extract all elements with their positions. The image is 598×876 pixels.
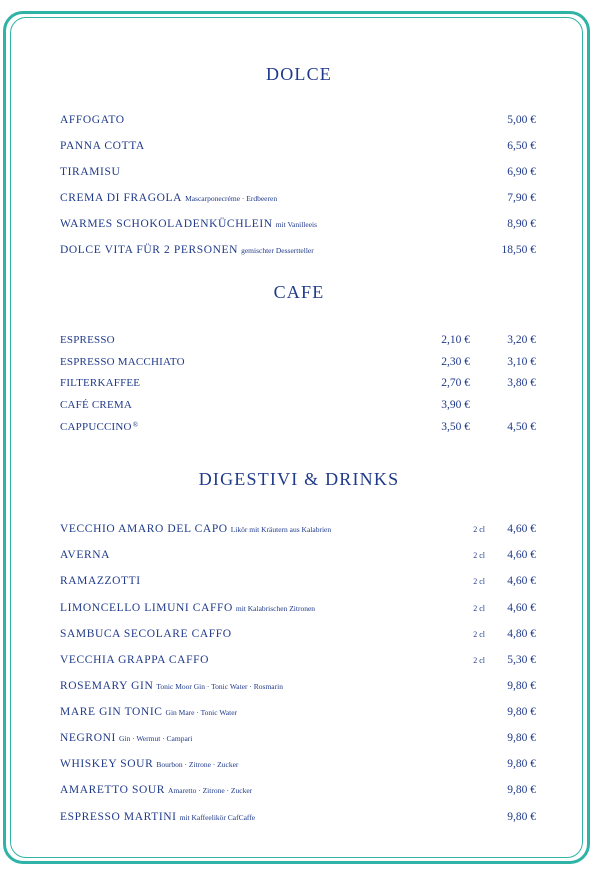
item-name: VECCHIA GRAPPA CAFFO	[60, 654, 209, 666]
item-unit: 2 cl	[473, 525, 485, 534]
menu-item	[60, 549, 538, 565]
menu-item	[60, 140, 538, 156]
menu-item	[60, 680, 538, 696]
menu-item	[60, 758, 538, 774]
menu-item	[60, 166, 538, 182]
item-price-double: 3,20 €	[507, 334, 536, 346]
item-name: RAMAZZOTTI	[60, 575, 141, 587]
menu-item	[60, 399, 538, 415]
item-name: WARMES SCHOKOLADENKÜCHLEIN mit Vanilleeis	[60, 218, 318, 230]
item-price-single: 3,50 €	[441, 421, 470, 433]
item-price-single: 2,10 €	[441, 334, 470, 346]
item-price: 5,30 €	[507, 654, 536, 666]
item-name: WHISKEY SOUR Bourbon · Zitrone · Zucker	[60, 758, 239, 770]
item-price-single: 2,30 €	[441, 356, 470, 368]
menu-item	[60, 334, 538, 350]
item-price: 4,60 €	[507, 549, 536, 561]
item-description: Tonic Moor Gin · Tonic Water · Rosmarin	[156, 682, 283, 691]
item-price: 4,80 €	[507, 628, 536, 640]
item-name: SAMBUCA SECOLARE CAFFO	[60, 628, 232, 640]
item-price: 18,50 €	[501, 244, 536, 256]
item-unit: 2 cl	[473, 551, 485, 560]
item-price: 9,80 €	[507, 758, 536, 770]
item-name: DOLCE VITA FÜR 2 PERSONEN gemischter Dessertteller	[60, 244, 314, 256]
menu-item	[60, 244, 538, 260]
item-name: FILTERKAFFEE	[60, 377, 141, 389]
menu-item	[60, 732, 538, 748]
item-description: mit Kaffeelikör CafCaffe	[179, 813, 256, 822]
menu-item	[60, 784, 538, 800]
item-price: 9,80 €	[507, 732, 536, 744]
item-description: Amaretto · Zitrone · Zucker	[168, 786, 253, 795]
menu-item	[60, 356, 538, 372]
menu-item	[60, 706, 538, 722]
item-price: 4,60 €	[507, 575, 536, 587]
menu-item	[60, 421, 538, 437]
item-price-double: 4,50 €	[507, 421, 536, 433]
item-description: mit Kalabrischen Zitronen	[235, 604, 316, 613]
item-name: ROSEMARY GIN Tonic Moor Gin · Tonic Water · Rosmarin	[60, 680, 283, 692]
item-unit: 2 cl	[473, 577, 485, 586]
item-name: ESPRESSO	[60, 334, 115, 346]
menu-item	[60, 628, 538, 644]
item-name: MARE GIN TONIC Gin Mare · Tonic Water	[60, 706, 238, 718]
item-price-double: 3,80 €	[507, 377, 536, 389]
item-name: ESPRESSO MACCHIATO	[60, 356, 185, 368]
menu-item	[60, 654, 538, 670]
item-name: AVERNA	[60, 549, 111, 561]
item-price: 9,80 €	[507, 706, 536, 718]
item-price: 9,80 €	[507, 680, 536, 692]
menu-item	[60, 523, 538, 539]
item-description: mit Vanilleeis	[275, 220, 318, 229]
item-name: LIMONCELLO LIMUNI CAFFO mit Kalabrischen Zitronen	[60, 602, 316, 614]
registered-mark: ®	[132, 421, 139, 429]
item-name: CAFÉ CREMA	[60, 399, 132, 411]
item-name: AMARETTO SOUR Amaretto · Zitrone · Zucker	[60, 784, 253, 796]
item-unit: 2 cl	[473, 656, 485, 665]
item-unit: 2 cl	[473, 604, 485, 613]
menu-item	[60, 811, 538, 827]
item-description: Mascarponecréme · Erdbeeren	[185, 194, 278, 203]
item-name: CAPPUCCINO®	[60, 421, 139, 433]
item-price: 8,90 €	[507, 218, 536, 230]
item-name: PANNA COTTA	[60, 140, 145, 152]
section-title-dolce: DOLCE	[266, 64, 332, 84]
section-title-digestivi: DIGESTIVI & DRINKS	[198, 469, 400, 489]
item-name: AFFOGATO	[60, 114, 125, 126]
item-price: 7,90 €	[507, 192, 536, 204]
menu-item	[60, 192, 538, 208]
item-price: 5,00 €	[507, 114, 536, 126]
item-price-double: 3,10 €	[507, 356, 536, 368]
item-name: TIRAMISU	[60, 166, 121, 178]
menu-item	[60, 114, 538, 130]
item-description: gemischter Dessertteller	[241, 246, 314, 255]
menu-item	[60, 377, 538, 393]
item-price-single: 3,90 €	[441, 399, 470, 411]
menu-item	[60, 575, 538, 591]
item-price-single: 2,70 €	[441, 377, 470, 389]
item-price: 4,60 €	[507, 602, 536, 614]
item-price: 9,80 €	[507, 784, 536, 796]
item-description: Gin · Wermut · Campari	[118, 734, 193, 743]
item-price: 6,90 €	[507, 166, 536, 178]
item-price: 4,60 €	[507, 523, 536, 535]
item-description: Gin Mare · Tonic Water	[165, 708, 238, 717]
menu-item	[60, 602, 538, 618]
item-unit: 2 cl	[473, 630, 485, 639]
menu-item	[60, 218, 538, 234]
item-name: NEGRONI Gin · Wermut · Campari	[60, 732, 193, 744]
item-description: Bourbon · Zitrone · Zucker	[156, 760, 239, 769]
section-title-cafe: CAFE	[273, 282, 325, 302]
item-name: ESPRESSO MARTINI mit Kaffeelikör CafCaffe	[60, 811, 256, 823]
item-description: Likör mit Kräutern aus Kalabrien	[230, 525, 332, 534]
item-price: 6,50 €	[507, 140, 536, 152]
item-price: 9,80 €	[507, 811, 536, 823]
item-name: CREMA DI FRAGOLA Mascarponecréme · Erdbeeren	[60, 192, 278, 204]
item-name: VECCHIO AMARO DEL CAPO Likör mit Kräutern aus Kalabrien	[60, 523, 332, 535]
